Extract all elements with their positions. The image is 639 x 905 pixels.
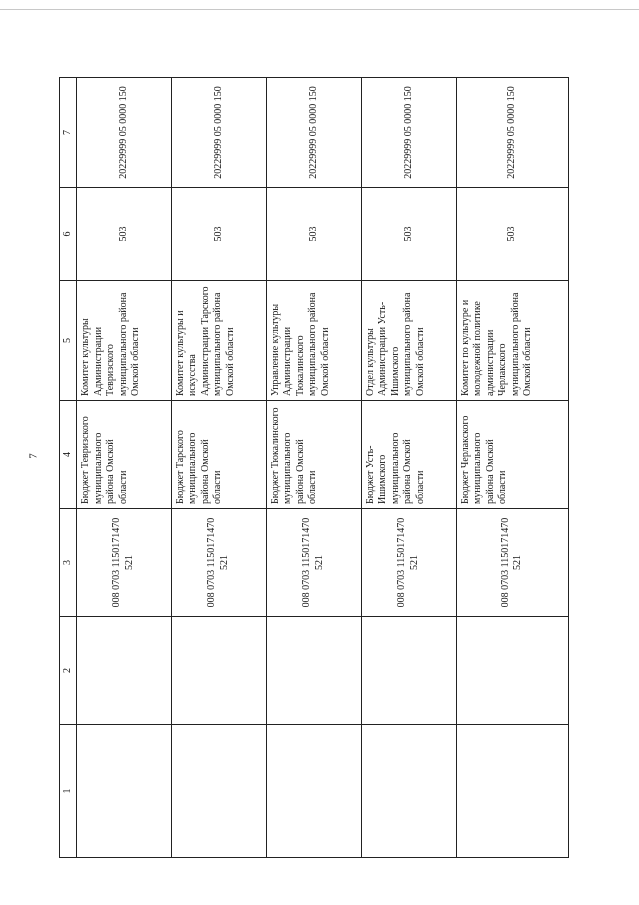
- cell-col1: [266, 725, 361, 858]
- page-number: 7: [27, 453, 40, 459]
- revenue-code-cell: 20229999 05 0000 150: [77, 78, 172, 188]
- budget-name-cell: Бюджет Тевризского муниципального района Омской области: [77, 401, 172, 509]
- budget-table-container: [59, 78, 569, 858]
- column-number: 7: [60, 78, 77, 188]
- cell-col2: [361, 617, 456, 725]
- budget-name-cell: Бюджет Черлакского муниципального района Омской области: [456, 401, 568, 509]
- table-row: [77, 78, 172, 858]
- budget-code-cell: 008 0703 1150171470 521: [361, 509, 456, 617]
- budget-code-cell: 008 0703 1150171470 521: [456, 509, 568, 617]
- budget-code-cell: 008 0703 1150171470 521: [266, 509, 361, 617]
- cell-col1: [456, 725, 568, 858]
- administrator-name-cell: Комитет по культуре и молодежной политике администрации Черлакского муниципального района Омской области: [456, 281, 568, 401]
- revenue-code-cell: 20229999 05 0000 150: [266, 78, 361, 188]
- code-503-cell: 503: [266, 188, 361, 281]
- code-503-cell: 503: [456, 188, 568, 281]
- administrator-name-cell: Комитет культуры Администрации Тевризского муниципального района Омской области: [77, 281, 172, 401]
- column-number-row: [60, 78, 77, 858]
- code-503-cell: 503: [361, 188, 456, 281]
- table-row: [361, 78, 456, 858]
- code-503-cell: 503: [77, 188, 172, 281]
- administrator-name-cell: Управление культуры Администрации Тюкалинского муниципального района Омской области: [266, 281, 361, 401]
- revenue-code-cell: 20229999 05 0000 150: [171, 78, 266, 188]
- table-row: [456, 78, 568, 858]
- column-number: 2: [60, 617, 77, 725]
- revenue-code-cell: 20229999 05 0000 150: [361, 78, 456, 188]
- rotated-page-content: [59, 78, 569, 858]
- cell-col1: [361, 725, 456, 858]
- budget-table: [59, 77, 569, 858]
- column-number: 4: [60, 401, 77, 509]
- code-503-cell: 503: [171, 188, 266, 281]
- budget-name-cell: Бюджет Тюкалинского муниципального района Омской области: [266, 401, 361, 509]
- table-row: [171, 78, 266, 858]
- cell-col2: [171, 617, 266, 725]
- budget-name-cell: Бюджет Тарского муниципального района Омской области: [171, 401, 266, 509]
- cell-col2: [77, 617, 172, 725]
- column-number: 3: [60, 509, 77, 617]
- table-row: [266, 78, 361, 858]
- budget-name-cell: Бюджет Усть-Ишимского муниципального района Омской области: [361, 401, 456, 509]
- cell-col2: [266, 617, 361, 725]
- administrator-name-cell: Отдел культуры Администрации Усть-Ишимского муниципального района Омской области: [361, 281, 456, 401]
- revenue-code-cell: 20229999 05 0000 150: [456, 78, 568, 188]
- cell-col1: [171, 725, 266, 858]
- cell-col1: [77, 725, 172, 858]
- scan-edge-line: [0, 9, 639, 10]
- budget-code-cell: 008 0703 1150171470 521: [171, 509, 266, 617]
- cell-col2: [456, 617, 568, 725]
- administrator-name-cell: Комитет культуры и искусства Администрации Тарского муниципального района Омской области: [171, 281, 266, 401]
- budget-code-cell: 008 0703 1150171470 521: [77, 509, 172, 617]
- column-number: 1: [60, 725, 77, 858]
- column-number: 5: [60, 281, 77, 401]
- column-number: 6: [60, 188, 77, 281]
